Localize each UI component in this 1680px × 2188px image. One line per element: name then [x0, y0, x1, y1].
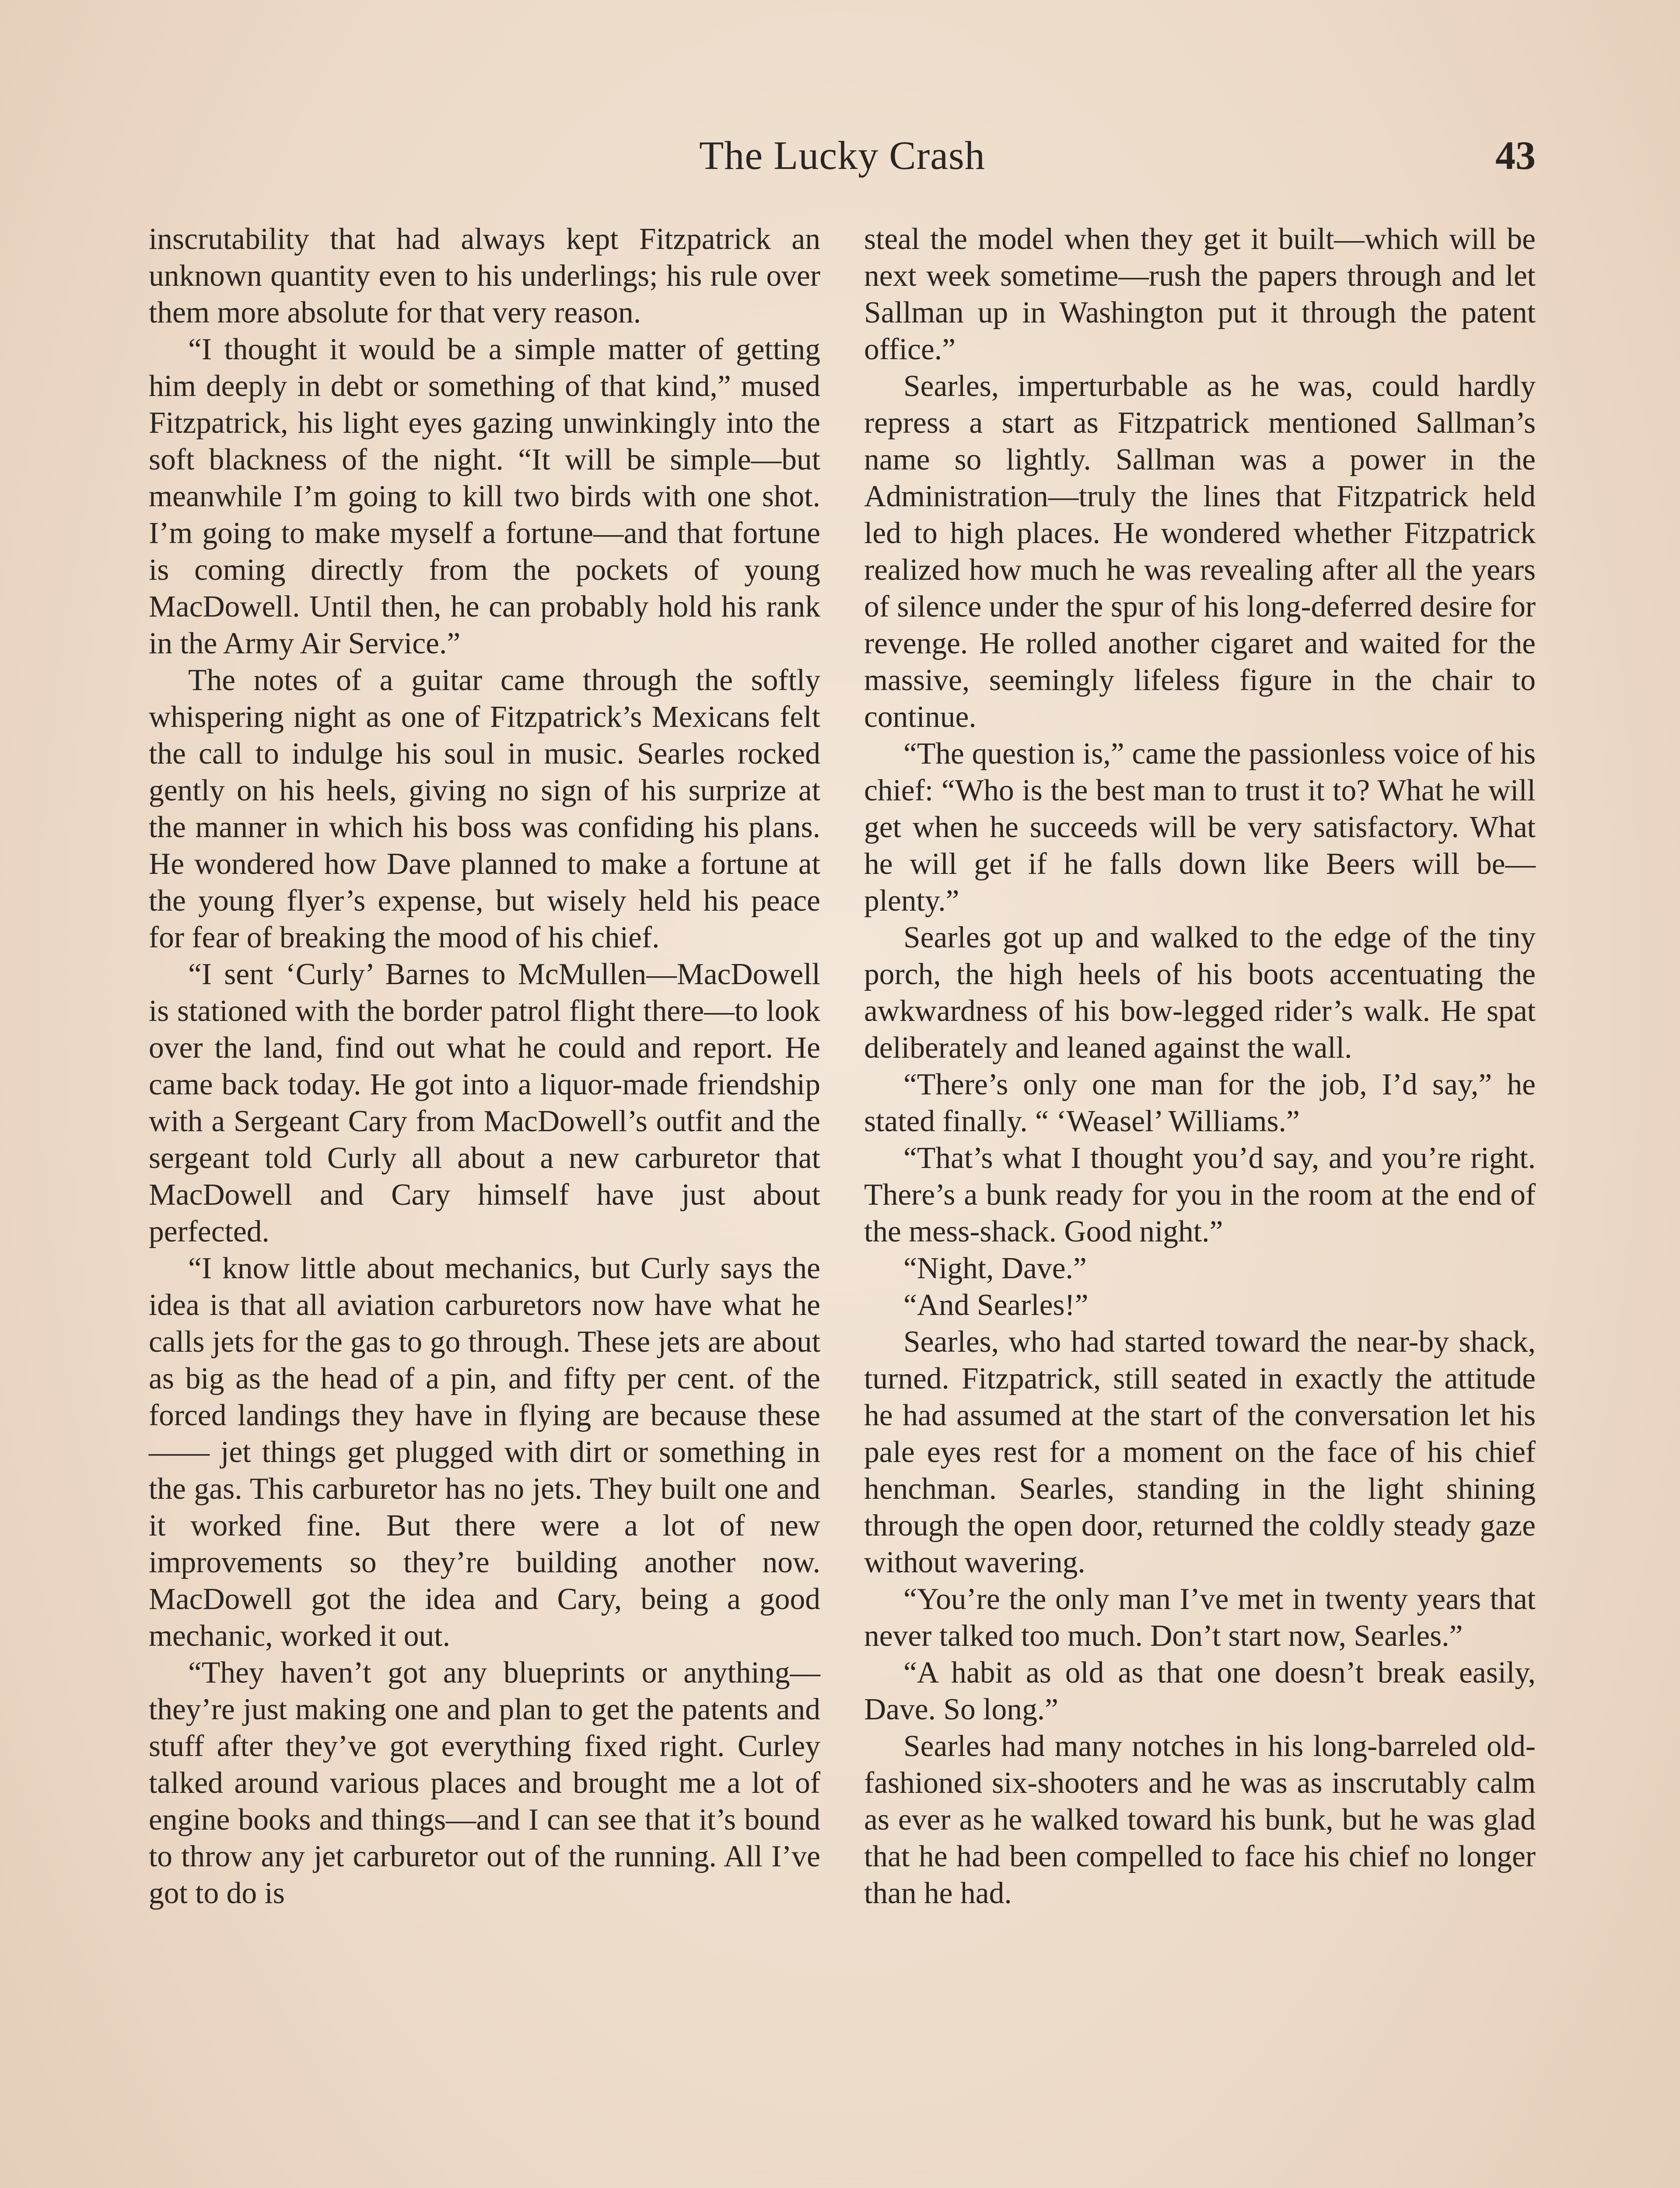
paragraph: Searles had many notches in his long-barreled old-fashioned six-shooters and he was as inscrutably calm as ever as he walked toward his bunk, but he was glad that he had been compelled to face his chief no longer than he had. — [864, 1729, 1536, 1910]
paragraph: “I know little about mechanics, but Curly says the idea is that all aviation carburetors now have what he calls jets for the gas to go through. These jets are about as big as the head of a pin, and fifty per cent. of the forced landings they have in flying are because these —— jet things get plugged with dirt or something in the gas. This carburetor has no jets. They built one and it worked fine. But there were a lot of new improvements so they’re building another now. MacDowell got the idea and Cary, being a good mechanic, worked it out. — [149, 1252, 820, 1653]
paragraph: “A habit as old as that one doesn’t break easily, Dave. So long.” — [864, 1656, 1536, 1726]
paragraph: Searles, imperturbable as he was, could hardly repress a start as Fitzpatrick mentioned Sallman’s name so lightly. Sallman was a power in the Administration—truly the lines that Fitzpatrick held led to high places. He wondered whether Fitzpatrick realized how much he was revealing after all the years of silence under the spur of his long-deferred desire for revenge. He rolled another cigaret and waited for the massive, seemingly lifeless figure in the chair to continue. — [864, 369, 1536, 734]
right-column — [864, 221, 1536, 1912]
paragraph: inscrutability that had always kept Fitzpatrick an unknown quantity even to his underlings; his rule over them more absolute for that very reason. — [149, 222, 820, 330]
paragraph: “That’s what I thought you’d say, and you’re right. There’s a bunk ready for you in the room at the end of the mess-shack. Good night.” — [864, 1141, 1536, 1248]
paragraph: The notes of a guitar came through the softly whispering night as one of Fitzpatrick’s Mexicans felt the call to indulge his soul in music. Searles rocked gently on his heels, giving no sign of his surprize at the manner in which his boss was confiding his plans. He wondered how Dave planned to make a fortune at the young flyer’s expense, but wisely held his peace for fear of breaking the mood of his chief. — [149, 663, 820, 954]
paragraph: “There’s only one man for the job, I’d say,” he stated finally. “ ‘Weasel’ Williams.” — [864, 1068, 1536, 1138]
paragraph: “And Searles!” — [903, 1288, 1088, 1322]
paragraph: “They haven’t got any blueprints or anything—they’re just making one and plan to get the patents and stuff after they’ve got everything fixed right. Curley talked around various places and brought me a lot of engine books and things—and I can see that it’s bound to throw any jet carburetor out of the running. All I’ve got to do is — [149, 1656, 820, 1910]
running-title: The Lucky Crash — [699, 133, 985, 178]
paragraph: Searles, who had started toward the near-by shack, turned. Fitzpatrick, still seated in exactly the attitude he had assumed at the start of the conversation let his pale eyes rest for a moment on the face of his chief henchman. Searles, standing in the light shining through the open door, returned the coldly steady gaze without wavering. — [864, 1325, 1536, 1579]
paragraph: “You’re the only man I’ve met in twenty years that never talked too much. Don’t start now, Searles.” — [864, 1582, 1536, 1653]
page-header — [149, 127, 1536, 184]
paragraph: steal the model when they get it built—which will be next week sometime—rush the papers through and let Sallman up in Washington put it through the patent office.” — [864, 222, 1536, 366]
paragraph: Searles got up and walked to the edge of the tiny porch, the high heels of his boots accentuating the awkwardness of his bow-legged rider’s walk. He spat deliberately and leaned against the wall. — [864, 921, 1536, 1065]
paragraph: “The question is,” came the passionless voice of his chief: “Who is the best man to trust it to? What he will get when he succeeds will be very satisfactory. What he will get if he falls down like Beers will be—plenty.” — [864, 737, 1536, 918]
paragraph: “I thought it would be a simple matter of getting him deeply in debt or something of that kind,” mused Fitzpatrick, his light eyes gazing unwinkingly into the soft blackness of the night. “It will be simple—but meanwhile I’m going to kill two birds with one shot. I’m going to make myself a fortune—and that fortune is coming directly from the pockets of young MacDowell. Until then, he can probably hold his rank in the Army Air Service.” — [149, 333, 820, 660]
paragraph: “I sent ‘Curly’ Barnes to McMullen—MacDowell is stationed with the border patrol flight there—to look over the land, find out what he could and report. He came back today. He got into a liquor-made friendship with a Sergeant Cary from MacDowell’s outfit and the sergeant told Curly all about a new carburetor that MacDowell and Cary himself have just about perfected. — [149, 957, 820, 1248]
page-number: 43 — [1495, 133, 1536, 178]
paragraph: “Night, Dave.” — [903, 1252, 1087, 1285]
left-column — [149, 221, 820, 1912]
